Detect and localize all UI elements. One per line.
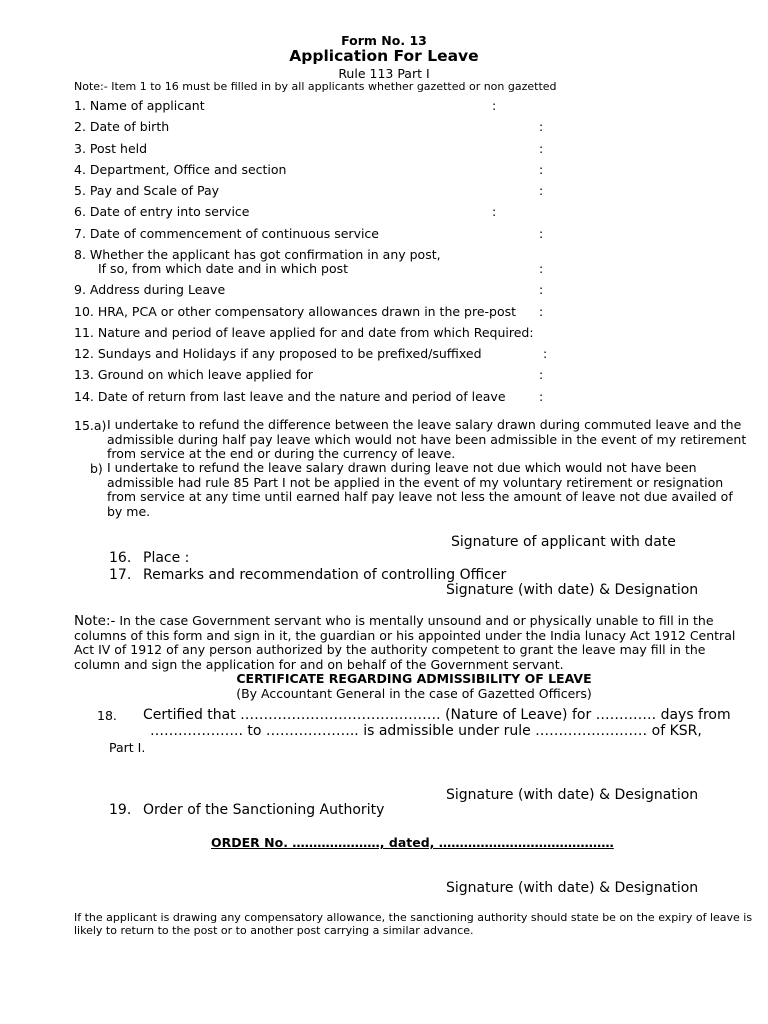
item-colon: : — [539, 367, 544, 382]
undertaking-a-text — [74, 418, 754, 462]
item-label: 1. Name of applicant — [74, 98, 205, 113]
item-label: 5. Pay and Scale of Pay — [74, 183, 220, 198]
item-19-sanctioning: Order of the Sanctioning Authority — [143, 802, 385, 818]
item-18-line3: Part I. — [109, 740, 146, 755]
item-colon: : — [492, 204, 497, 219]
item-18-number: 18. — [97, 708, 117, 723]
item-label: 6. Date of entry into service — [74, 204, 250, 219]
item-colon: : — [539, 282, 544, 297]
signature-designation: Signature (with date) & Designation — [446, 880, 699, 896]
page-title: Application For Leave — [289, 47, 479, 65]
item-label: 14. Date of return from last leave and the nature and period of leave — [74, 389, 506, 404]
item-label: 8. Whether the applicant has got confirmation in any post, — [74, 247, 441, 262]
item-colon: : — [543, 346, 548, 361]
signature-designation: Signature (with date) & Designation — [446, 787, 699, 803]
undertaking-a-prefix: 15.a) — [74, 418, 107, 433]
item-colon: : — [539, 304, 544, 319]
footer-note: If the applicant is drawing any compensatory allowance, the sanctioning authority should state be on the expiry of leave is likely to return to the post or to another post carrying a similar advance. — [74, 911, 753, 937]
item-colon: : — [539, 226, 544, 241]
item-17-number: 17. — [109, 567, 132, 583]
item-label: 12. Sundays and Holidays if any proposed to be prefixed/suffixed — [74, 346, 482, 361]
guardian-note-text: In the case Government servant who is mentally unsound and or physically unable to fill in the columns of this form and sign in it, the guardian or his appointed under the India lunacy Act 1912 Central Act IV of 1912 of any person authorized by the authority competent to grant the leave may fill in the column and sign the application for and on behalf of the Government servant. — [74, 613, 736, 672]
item-18-line2: ……………….. to ……………….. is admissible under rule …………………… of KSR, — [150, 723, 702, 739]
header-note: Note:- Item 1 to 16 must be filled in by all applicants whether gazetted or non gazetted — [74, 80, 557, 93]
order-line: ORDER No. …………………, dated, …………………………………… — [211, 835, 614, 850]
item-16-place: Place : — [143, 550, 190, 566]
item-label: 7. Date of commencement of continuous service — [74, 226, 379, 241]
rule-reference: Rule 113 Part I — [338, 66, 430, 81]
certificate-subtitle: (By Accountant General in the case of Gazetted Officers) — [236, 686, 592, 701]
item-label: 3. Post held — [74, 141, 148, 156]
item-label: 10. HRA, PCA or other compensatory allowances drawn in the pre-post — [74, 304, 517, 319]
certificate-title: CERTIFICATE REGARDING ADMISSIBILITY OF LEAVE — [236, 671, 592, 686]
item-label: 9. Address during Leave — [74, 282, 226, 297]
item-label: 11. Nature and period of leave applied for and date from which Required: — [74, 325, 534, 340]
item-label: 4. Department, Office and section — [74, 162, 287, 177]
item-label: 2. Date of birth — [74, 119, 170, 134]
signature-designation: Signature (with date) & Designation — [446, 582, 699, 598]
item-19-number: 19. — [109, 802, 132, 818]
item-colon: : — [539, 183, 544, 198]
undertaking-b-prefix: b) — [90, 461, 103, 476]
signature-applicant: Signature of applicant with date — [451, 534, 676, 550]
undertaking-a-body: I undertake to refund the difference between the leave salary drawn during commuted leave and the admissible during half pay leave which would not have been admissible in the event of my retirement from service at the end or during the currency of leave. — [107, 417, 747, 461]
item-colon: : — [539, 141, 544, 156]
item-16-number: 16. — [109, 550, 132, 566]
item-label: 13. Ground on which leave applied for — [74, 367, 313, 382]
guardian-note-prefix: Note:- — [74, 613, 116, 629]
guardian-note — [74, 614, 754, 672]
item-colon: : — [492, 98, 497, 113]
form-number: Form No. 13 — [341, 33, 427, 48]
undertaking-b-text: I undertake to refund the leave salary drawn during leave not due which would not have been admissible had rule 85 Part I not be applied in the event of my voluntary retirement or resignation from service at any time until earned half pay leave not less the amount of leave not due availed of by me. — [107, 460, 733, 519]
item-label-continued: If so, from which date and in which post — [98, 261, 349, 276]
item-17-remarks: Remarks and recommendation of controlling Officer — [143, 567, 507, 583]
item-18-line1: Certified that ……………………………………. (Nature of Leave) for …………. days from — [143, 707, 731, 723]
item-colon: : — [539, 261, 544, 276]
item-colon: : — [539, 162, 544, 177]
item-colon: : — [539, 119, 544, 134]
item-colon: : — [539, 389, 544, 404]
